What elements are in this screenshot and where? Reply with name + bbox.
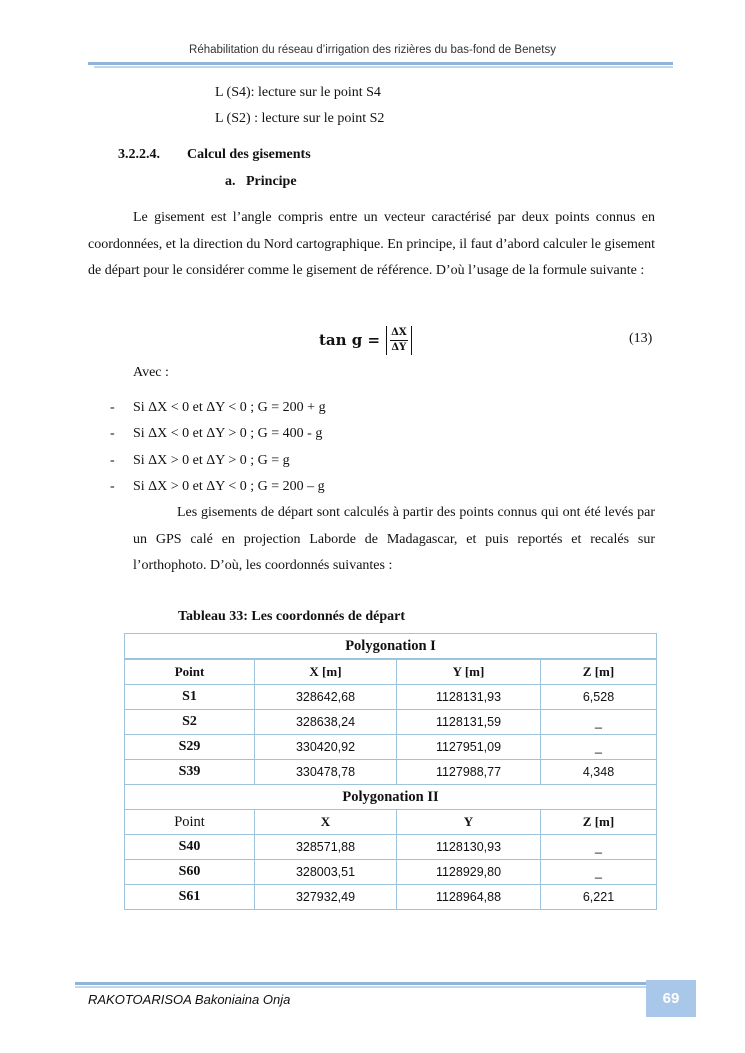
formula-denominator: ΔY: [391, 341, 407, 353]
footer-rule: [75, 982, 647, 985]
x-cell: 330478,78: [255, 760, 397, 785]
y-cell: 1127951,09: [397, 735, 541, 760]
column-header: Point: [125, 810, 255, 835]
section-title-polygonation-1: Polygonation I: [125, 634, 657, 660]
column-header: Point: [125, 659, 255, 685]
x-cell: 330420,92: [255, 735, 397, 760]
column-header: Z [m]: [541, 810, 657, 835]
point-cell: S39: [125, 760, 255, 785]
bullet-dash: -: [110, 453, 115, 468]
equation-number: (13): [629, 331, 653, 346]
header-rule: [88, 62, 673, 65]
table-row: [125, 710, 657, 735]
bullet-item: Si ΔX > 0 et ΔY > 0 ; G = g: [133, 453, 290, 468]
x-cell: 327932,49: [255, 885, 397, 910]
formula-numerator: ΔX: [390, 326, 408, 341]
avec-label: Avec :: [133, 365, 169, 380]
section-number: 3.2.2.4.: [118, 147, 160, 162]
y-cell: 1128131,59: [397, 710, 541, 735]
bullet-dash: -: [110, 479, 115, 494]
coordinates-table: [124, 633, 657, 910]
table-row: [125, 860, 657, 885]
z-cell: _: [541, 735, 657, 760]
x-cell: 328571,88: [255, 835, 397, 860]
column-header: X [m]: [255, 659, 397, 685]
page-number-badge: [646, 980, 696, 1017]
point-cell: S29: [125, 735, 255, 760]
paragraph-principe: Le gisement est l’angle compris entre un vecteur caractérisé par deux points connus en coordonnées, et la direction du Nord cartographique. En principe, il faut d’abord calculer le gisement de départ pour le considérer comme le gisement de référence. D’où l’usage de la formule suivante :: [88, 210, 655, 278]
y-cell: 1127988,77: [397, 760, 541, 785]
bullet-item: Si ΔX < 0 et ΔY > 0 ; G = 400 - g: [133, 426, 323, 441]
x-cell: 328642,68: [255, 685, 397, 710]
header-rule-shadow: [94, 66, 673, 68]
z-cell: _: [541, 835, 657, 860]
point-cell: S2: [125, 710, 255, 735]
table-row: [125, 760, 657, 785]
formula-lhs: tan g =: [319, 331, 381, 349]
column-header: Y: [397, 810, 541, 835]
page-number: 69: [662, 990, 680, 1007]
table-row: [125, 685, 657, 710]
formula-13: [319, 323, 412, 357]
table-row: [125, 735, 657, 760]
point-cell: S40: [125, 835, 255, 860]
table-row: [125, 885, 657, 910]
legend-line-s2: L (S2) : lecture sur le point S2: [215, 111, 385, 126]
z-cell: 6,528: [541, 685, 657, 710]
section-title: Calcul des gisements: [187, 147, 311, 162]
subsection-title: a. Principe: [225, 174, 297, 189]
x-cell: 328638,24: [255, 710, 397, 735]
z-cell: _: [541, 860, 657, 885]
table-section-row: [125, 634, 657, 660]
x-cell: 328003,51: [255, 860, 397, 885]
bullet-item: Si ΔX > 0 et ΔY < 0 ; G = 200 – g: [133, 479, 325, 494]
z-cell: 4,348: [541, 760, 657, 785]
y-cell: 1128929,80: [397, 860, 541, 885]
point-cell: S1: [125, 685, 255, 710]
column-header: X: [255, 810, 397, 835]
column-header: Z [m]: [541, 659, 657, 685]
z-cell: 6,221: [541, 885, 657, 910]
y-cell: 1128964,88: [397, 885, 541, 910]
table-caption: Tableau 33: Les coordonnés de départ: [178, 609, 406, 624]
running-header: Réhabilitation du réseau d’irrigation des rizières du bas-fond de Benetsy: [189, 44, 556, 56]
y-cell: 1128130,93: [397, 835, 541, 860]
bullet-dash: -: [110, 400, 115, 415]
table-header-row: [125, 659, 657, 685]
legend-line-s4: L (S4): lecture sur le point S4: [215, 85, 381, 100]
table-header-row: [125, 810, 657, 835]
y-cell: 1128131,93: [397, 685, 541, 710]
z-cell: _: [541, 710, 657, 735]
column-header: Y [m]: [397, 659, 541, 685]
point-cell: S61: [125, 885, 255, 910]
section-title-polygonation-2: Polygonation II: [125, 785, 657, 810]
table-section-row: [125, 785, 657, 810]
bullet-dash: -: [110, 426, 115, 441]
bullet-item: Si ΔX < 0 et ΔY < 0 ; G = 200 + g: [133, 400, 326, 415]
footer-rule-shadow: [75, 986, 647, 988]
paragraph-gisements: Les gisements de départ sont calculés à partir des points connus qui ont été levés par un GPS calé en projection Laborde de Madagascar, et puis reportés et recalés sur l’orthophoto. D’où, les coordonnés suivantes :: [133, 505, 655, 573]
footer-author: RAKOTOARISOA Bakoniaina Onja: [88, 992, 291, 1007]
point-cell: S60: [125, 860, 255, 885]
table-row: [125, 835, 657, 860]
formula-fraction: [386, 326, 412, 355]
